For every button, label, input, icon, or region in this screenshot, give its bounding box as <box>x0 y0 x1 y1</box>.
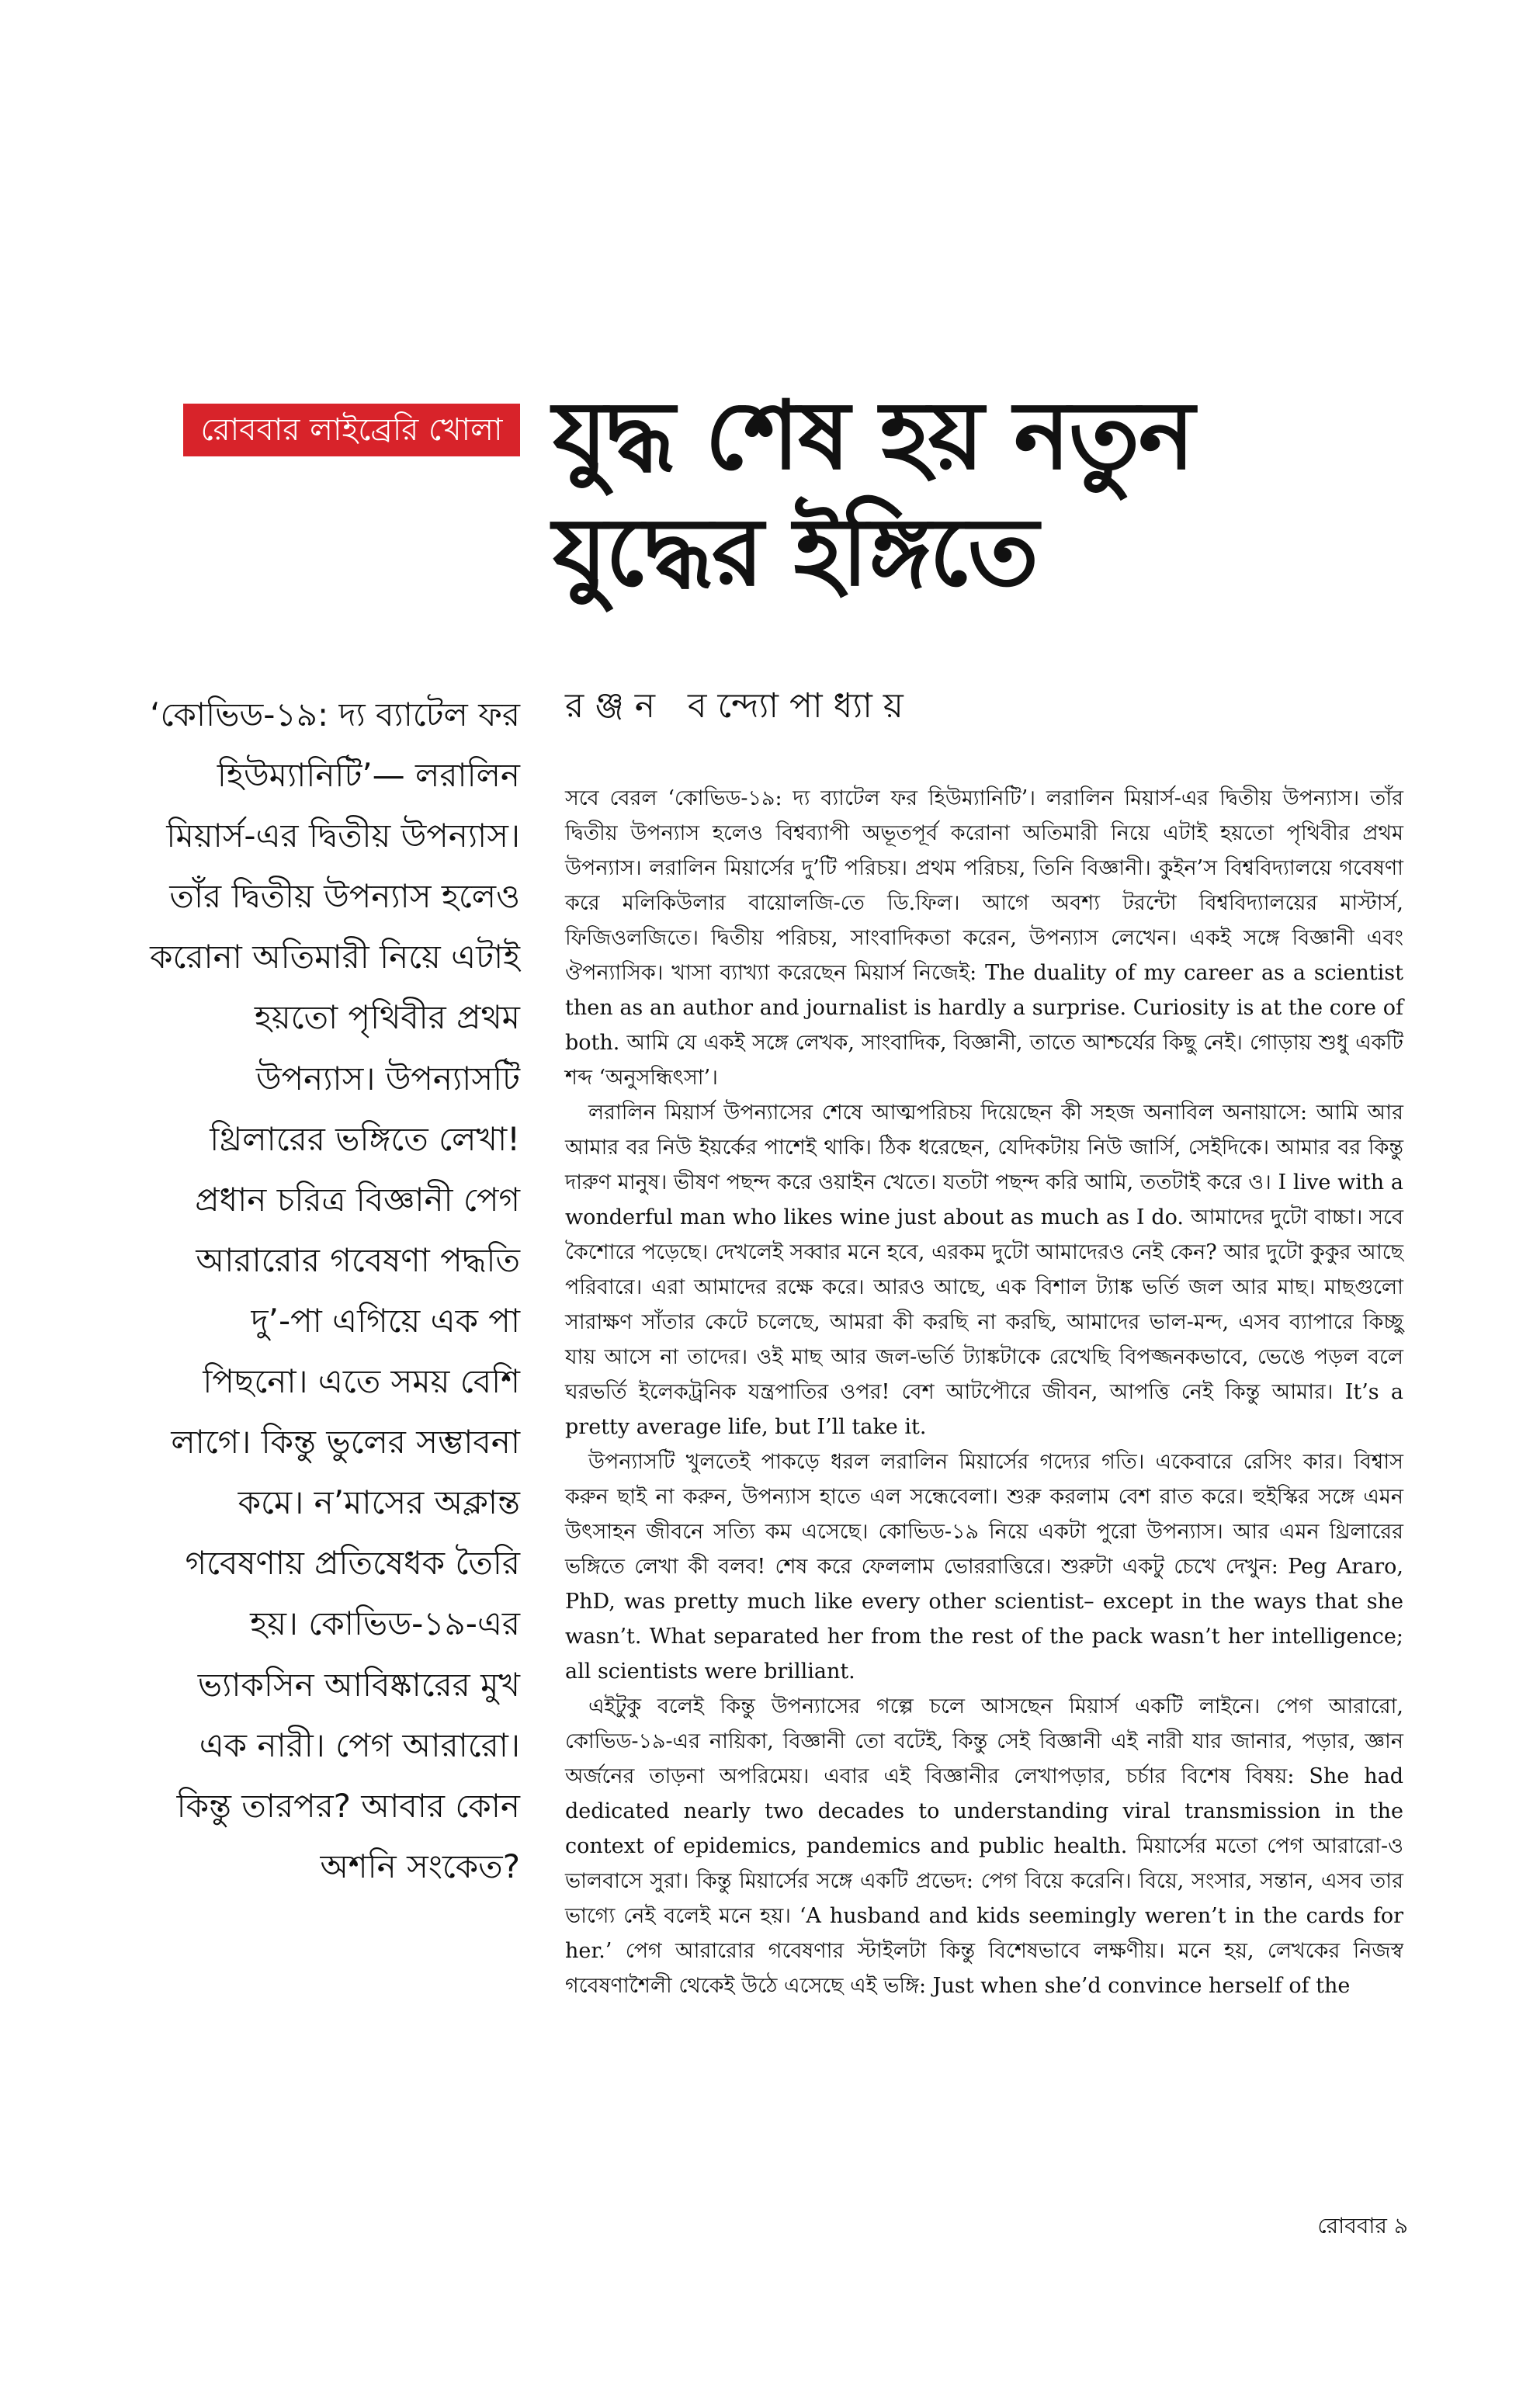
page-footer: রোববার ৯ <box>1317 2213 1408 2239</box>
headline-line-1: যুদ্ধ শেষ হয় নতুন <box>553 380 1194 491</box>
section-badge: রোববার লাইব্রেরি খোলা <box>183 404 520 456</box>
pull-quote: ‘কোভিড-১৯: দ্য ব্যাটেল ফর হিউম্যানিটি’— লরালিন মিয়ার্স-এর দ্বিতীয় উপন্যাস। তাঁর দ্বিতীয় উপন্যাস হলেও করোনা অতিমারী নিয়ে এটাই হয়তো পৃথিবীর প্রথম উপন্যাস। উপন্যাসটি থ্রিলারের ভঙ্গিতে লেখা! প্রধান চরিত্র বিজ্ঞানী পেগ আরারোর গবেষণা পদ্ধতি দু’-পা এগিয়ে এক পা পিছনো। এতে সময় বেশি লাগে। কিন্তু ভুলের সম্ভাবনা কমে। ন’মাসের অক্লান্ত গবেষণায় প্রতিষেধক তৈরি হয়। কোভিড-১৯-এর ভ্যাকসিন আবিষ্কারের মুখ এক নারী। পেগ আরারো। কিন্তু তারপর? আবার কোন অশনি সংকেত? <box>150 695 520 1885</box>
headline <box>553 377 1414 610</box>
body-paragraph: লরালিন মিয়ার্স উপন্যাসের শেষে আত্মপরিচয় দিয়েছেন কী সহজ অনাবিল অনায়াসে: আমি আর আমার বর নিউ ইয়র্কের পাশেই থাকি। ঠিক ধরেছেন, যেদিকটায় নিউ জার্সি, সেইদিকে। আমার বর কিন্তু দারুণ মানুষ। ভীষণ পছন্দ করে ওয়াইন খেতে। যতটা পছন্দ করি আমি, ততটাই করে ও। I live with a wonderful man who likes wine just about as much as I do. আমাদের দুটো বাচ্চা। সবে কৈশোরে পড়েছে। দেখলেই সব্বার মনে হবে, এরকম দুটো আমাদেরও নেই কেন? আর দুটো কুকুর আছে পরিবারে। এরা আমাদের রক্ষে করে। আরও আছে, এক বিশাল ট্যাঙ্ক ভর্তি জল আর মাছ। মাছগুলো সারাক্ষণ সাঁতার কেটে চলেছে, আমরা কী করছি না করছি, আমাদের ভাল-মন্দ, এসব ব্যাপারে কিচ্ছু যায় আসে না তাদের। ওই মাছ আর জল-ভর্তি ট্যাঙ্কটাকে রেখেছি বিপজ্জনকভাবে, ভেঙে পড়ল বলে ঘরভর্তি ইলেকট্রনিক যন্ত্রপাতির ওপর! বেশ আটপৌরে জীবন, আপত্তি নেই কিন্তু আমার। It’s a pretty average life, but I’ll take it. <box>565 1101 1403 1439</box>
article-body <box>565 781 1403 2003</box>
body-paragraph: সবে বেরল ‘কোভিড-১৯: দ্য ব্যাটেল ফর হিউম্যানিটি’। লরালিন মিয়ার্স-এর দ্বিতীয় উপন্যাস। তাঁর দ্বিতীয় উপন্যাস হলেও বিশ্বব্যাপী অভূতপূর্ব করোনা অতিমারী নিয়ে এটাই হয়তো পৃথিবীর প্রথম উপন্যাস। লরালিন মিয়ার্সের দু’টি পরিচয়। প্রথম পরিচয়, তিনি বিজ্ঞানী। কুইন’স বিশ্ববিদ্যালয়ে গবেষণা করে মলিকিউলার বায়োলজি-তে ডি.ফিল। আগে অবশ্য টরন্টো বিশ্ববিদ্যালয়ের মাস্টার্স, ফিজিওলজিতে। দ্বিতীয় পরিচয়, সাংবাদিকতা করেন, উপন্যাস লেখেন। একই সঙ্গে বিজ্ঞানী এবং ঔপন্যাসিক। খাসা ব্যাখ্যা করেছেন মিয়ার্স নিজেই: The duality of my career as a scientist then as an author and journalist is hardly a surprise. Curiosity is at the core of both. আমি যে একই সঙ্গে লেখক, সাংবাদিক, বিজ্ঞানী, তাতে আশ্চর্যের কিছু নেই। গোড়ায় শুধু একটি শব্দ ‘অনুসন্ধিৎসা’। <box>565 786 1403 1090</box>
body-paragraph: উপন্যাসটি খুলতেই পাকড়ে ধরল লরালিন মিয়ার্সের গদ্যের গতি। একেবারে রেসিং কার। বিশ্বাস করুন ছাই না করুন, উপন্যাস হাতে এল সন্ধেবেলা। শুরু করলাম বেশ রাত করে। হুইস্কির সঙ্গে এমন উৎসাহন জীবনে সত্যি কম এসেছে। কোভিড-১৯ নিয়ে একটা পুরো উপন্যাস। আর এমন থ্রিলারের ভঙ্গিতে লেখা কী বলব! শেষ করে ফেললাম ভোররাত্তিরে। শুরুটা একটু চেখে দেখুন: Peg Araro, PhD, was pretty much like every other scientist– except in the ways that she wasn’t. What separated her from the rest of the pack wasn’t her intelligence; all scientists were brilliant. <box>565 1450 1403 1684</box>
author-byline: রঞ্জন বন্দ্যোপাধ্যায় <box>565 686 914 726</box>
body-paragraph: এইটুকু বলেই কিন্তু উপন্যাসের গল্পে চলে আসছেন মিয়ার্স একটি লাইনে। পেগ আরারো, কোভিড-১৯-এর নায়িকা, বিজ্ঞানী তো বটেই, কিন্তু সেই বিজ্ঞানী এই নারী যার জানার, পড়ার, জ্ঞান অর্জনের তাড়না অপরিমেয়। এবার এই বিজ্ঞানীর লেখাপড়ার, চর্চার বিশেষ বিষয়: She had dedicated nearly two decades to understanding viral transmission in the context of epidemics, pandemics and public health. মিয়ার্সের মতো পেগ আরারো-ও ভালবাসে সুরা। কিন্তু মিয়ার্সের সঙ্গে একটি প্রভেদ: পেগ বিয়ে করেনি। বিয়ে, সংসার, সন্তান, এসব তার ভাগ্যে নেই বলেই মনে হয়। ‘A husband and kids seemingly weren’t in the cards for her.’ পেগ আরারোর গবেষণার স্টাইলটা কিন্তু বিশেষভাবে লক্ষণীয়। মনে হয়, লেখকের নিজস্ব গবেষণাশৈলী থেকেই উঠে এসেছে এই ভঙ্গি: Just when she’d convince herself of the <box>565 1694 1403 1998</box>
headline-line-2: যুদ্ধের ইঙ্গিতে <box>553 497 1038 607</box>
